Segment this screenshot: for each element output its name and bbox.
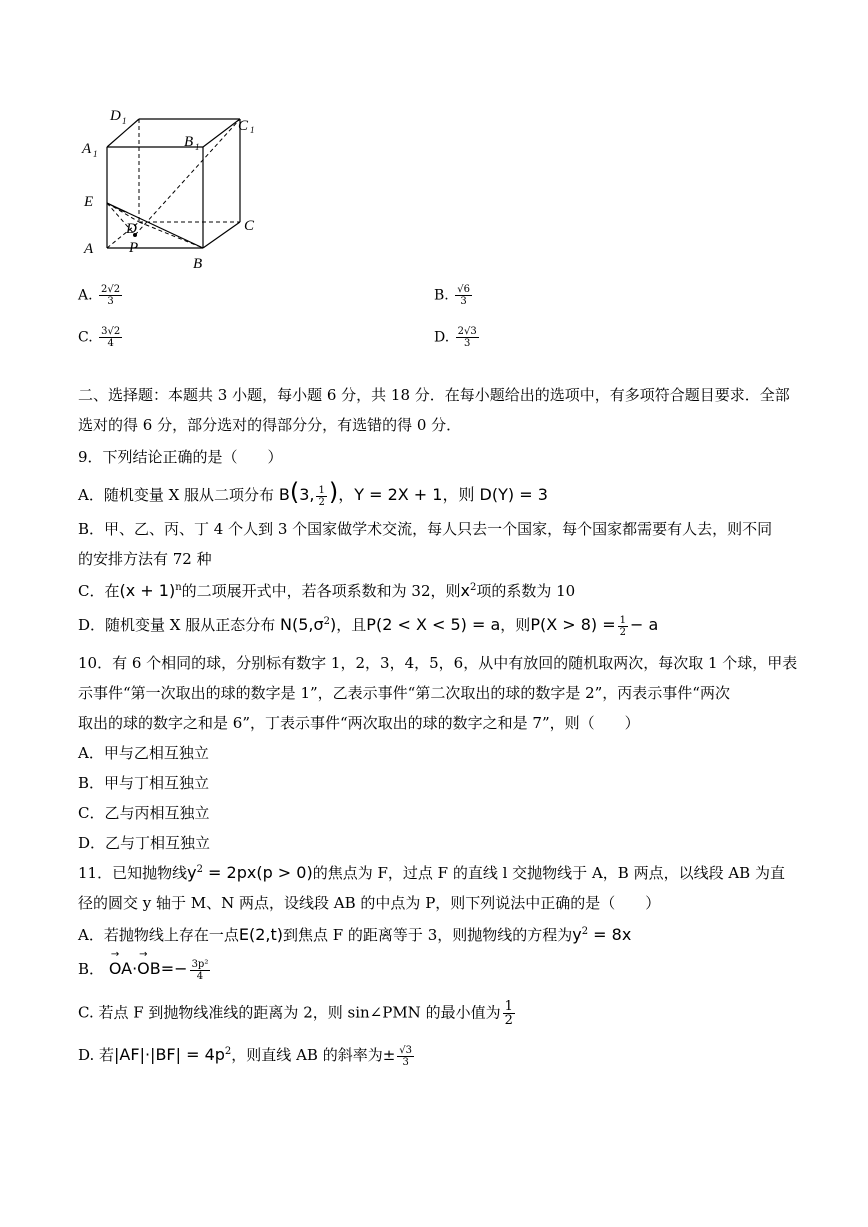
vector-ob — [137, 949, 161, 978]
label-A1-sub: 1 — [93, 149, 98, 159]
cube-figure — [80, 105, 270, 275]
fraction-den: 2 — [619, 626, 627, 638]
label-D: D — [126, 221, 137, 237]
math: = 8x — [588, 925, 632, 944]
q10-line2: 示事件“第一次取出的球的数字是 1”，乙表示事件“第二次取出的球的数字是 2”，丙表示事件“两次 — [78, 684, 730, 702]
option-letter: A. — [78, 287, 93, 304]
q9-option-b-line2: 的安排方法有 72 种 — [78, 550, 212, 568]
superscript: 2 — [224, 1046, 232, 1057]
vector-oa — [108, 949, 133, 978]
fraction-den: 3 — [464, 338, 471, 349]
fraction — [456, 326, 479, 349]
math: OB — [137, 959, 161, 978]
fraction — [190, 959, 211, 982]
section2-line2: 选对的得 6 分，部分选对的得部分分，有选错的得 0 分． — [78, 416, 462, 434]
text: 11．已知抛物线 — [78, 864, 188, 882]
q11-line1 — [78, 862, 785, 883]
math: P(2 < X < 5) = a — [366, 615, 501, 634]
text: 的焦点为 F，过点 F 的直线 l 交抛物线于 A，B 两点，以线段 AB 为直 — [312, 864, 785, 882]
q10-option-c: C．乙与丙相互独立 — [78, 804, 210, 822]
q9-option-c — [78, 580, 575, 601]
q10-line1: 10．有 6 个相同的球，分别标有数字 1，2，3，4，5，6，从中有放回的随机取两次，每次取 1 个球，甲表 — [78, 654, 798, 672]
math: N(5,σ — [280, 615, 324, 634]
q10-line3: 取出的球的数字之和是 6”，丁表示事件“两次取出的球的数字之和是 7”，则（ ） — [78, 714, 640, 732]
fraction-den: 3 — [460, 296, 467, 307]
fraction-den: 4 — [196, 970, 204, 982]
text: B． — [78, 960, 105, 978]
q8-option-d — [434, 326, 481, 349]
q9-option-d — [78, 614, 658, 638]
fraction-num: 1 — [504, 999, 513, 1014]
label-P: P — [129, 240, 139, 256]
fraction-den: 3 — [402, 1056, 409, 1068]
math: − a — [630, 615, 659, 634]
superscript: 2 — [196, 864, 203, 875]
fraction-den: 2 — [318, 496, 325, 508]
paren-close: ) — [328, 478, 339, 506]
option-letter: C. — [78, 329, 93, 346]
text: 的二项展开式中，若各项系数和为 32，则 — [181, 582, 461, 600]
q10-option-a: A．甲与乙相互独立 — [78, 744, 209, 762]
q11-line2: 径的圆交 y 轴于 M、N 两点，设线段 AB 的中点为 P，则下列说法中正确的是（ ） — [78, 894, 661, 912]
label-A: A — [84, 241, 94, 257]
label-C1: C — [238, 118, 249, 134]
label-D1-sub: 1 — [122, 116, 127, 126]
fraction-num: 1 — [619, 614, 627, 626]
q11-option-d — [78, 1044, 416, 1068]
q8-option-b — [434, 284, 474, 307]
q11-option-b — [78, 949, 212, 982]
math: OA — [108, 959, 133, 978]
label-B1: B — [184, 134, 194, 150]
q10-option-b: B．甲与丁相互独立 — [78, 774, 210, 792]
superscript: 2 — [469, 582, 477, 593]
q8-option-c — [78, 326, 124, 349]
text: A．随机变量 X 服从二项分布 — [78, 486, 275, 504]
superscript: 2 — [323, 616, 331, 627]
q9-option-b-line1: B．甲、乙、丙、丁 4 个人到 3 个国家做学术交流，每人只去一个国家，每个国家都需要有人去，则不同 — [78, 520, 773, 538]
q9-stem: 9．下列结论正确的是（ ） — [78, 448, 283, 466]
text: ，则 — [500, 616, 531, 634]
fraction-num: 2√2 — [101, 284, 121, 295]
paren-open: ( — [289, 478, 300, 506]
vector-arrow-icon: → — [110, 949, 120, 960]
fraction — [618, 615, 628, 638]
q11-option-a — [78, 924, 631, 945]
math: |AF|·|BF| = 4p — [114, 1045, 225, 1064]
fraction — [99, 284, 122, 307]
math: P(X > 8) = — [530, 615, 616, 634]
math: ) — [330, 615, 337, 634]
fraction-den: 2 — [504, 1013, 513, 1028]
fraction-den: 4 — [107, 338, 114, 349]
math: (x + 1) — [119, 581, 176, 600]
label-B: B — [193, 256, 203, 272]
fraction — [397, 1045, 414, 1068]
q11-option-c — [78, 1000, 517, 1027]
label-C1-sub: 1 — [250, 125, 255, 135]
text: ，且 — [336, 616, 367, 634]
fraction-num: √6 — [457, 284, 470, 295]
label-A1: A — [82, 141, 92, 157]
option-letter: D. — [434, 329, 450, 346]
q10-option-d: D．乙与丁相互独立 — [78, 834, 211, 852]
math: =− — [160, 959, 188, 978]
math: y — [187, 863, 197, 882]
math: ，Y = 2X + 1，则 D(Y) = 3 — [338, 485, 548, 504]
label-D1: D — [110, 108, 121, 124]
vector-arrow-icon: → — [139, 949, 148, 960]
math: B — [278, 485, 290, 504]
fraction-num: 1 — [318, 484, 325, 496]
label-B1-sub: 1 — [195, 142, 200, 152]
text: 到焦点 F 的距离等于 3，则抛物线的方程为 — [282, 926, 573, 944]
text: D．随机变量 X 服从正态分布 — [78, 616, 276, 634]
option-letter: B. — [434, 287, 449, 304]
math: x — [460, 581, 470, 600]
math: · — [132, 959, 138, 978]
q8-option-a — [78, 284, 124, 307]
fraction — [455, 284, 472, 307]
fraction — [503, 1000, 515, 1027]
math: y — [572, 925, 582, 944]
fraction-den: 3 — [107, 296, 114, 307]
superscript: 2 — [581, 926, 589, 937]
text: A．若抛物线上存在一点 — [78, 926, 239, 944]
fraction-num: 2√3 — [457, 326, 477, 337]
label-C: C — [244, 218, 255, 234]
text: 项的系数为 10 — [476, 582, 576, 600]
superscript: n — [175, 582, 182, 593]
fraction-num: 3p² — [191, 958, 209, 970]
text: ，则直线 AB 的斜率为± — [231, 1046, 396, 1064]
fraction-num: 3√2 — [101, 326, 121, 337]
fraction-num: √3 — [399, 1044, 412, 1056]
text: D. 若 — [78, 1046, 115, 1064]
text: C. 若点 F 到抛物线准线的距离为 2，则 sin∠PMN 的最小值为 — [78, 1003, 501, 1022]
fraction — [316, 485, 326, 508]
math: 3, — [299, 485, 315, 504]
text: C．在 — [78, 582, 120, 600]
q9-option-a — [78, 478, 548, 508]
label-E: E — [84, 194, 94, 210]
fraction — [99, 326, 122, 349]
math: E(2,t) — [238, 925, 283, 944]
section2-line1: 二、选择题：本题共 3 小题，每小题 6 分，共 18 分．在每小题给出的选项中，有多项符合题目要求．全部 — [78, 386, 790, 404]
math: = 2px(p > 0) — [202, 863, 313, 882]
